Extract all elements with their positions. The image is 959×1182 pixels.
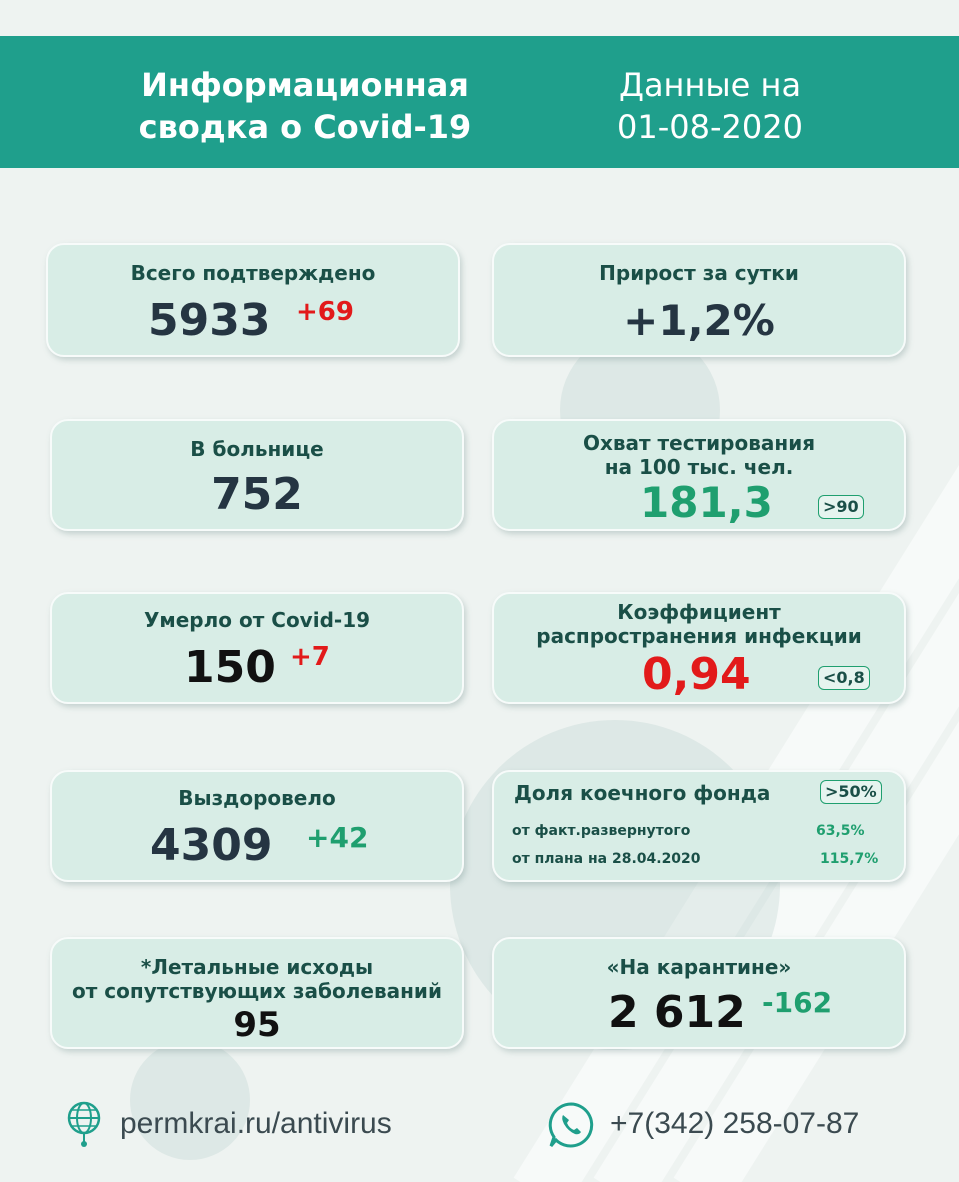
- card-label: Доля коечного фонда: [514, 781, 771, 805]
- header-banner: [0, 36, 959, 168]
- bed-share-threshold-badge: >50%: [820, 780, 882, 804]
- card-label-line2: от сопутствующих заболеваний: [72, 979, 442, 1003]
- bed-share-row-label: от факт.развернутого: [512, 823, 691, 839]
- card-label-line2: на 100 тыс. чел.: [604, 455, 794, 479]
- virus-decoration: [130, 1040, 250, 1160]
- card-daily-growth: [492, 243, 906, 357]
- page-title: Информационная сводка о Covid-19: [138, 66, 472, 146]
- daily-growth-value: +1,2%: [623, 296, 775, 345]
- total-confirmed-delta: +69: [296, 297, 354, 327]
- card-label: Всего подтверждено: [130, 261, 376, 285]
- card-label: «На карантине»: [606, 955, 792, 979]
- total-confirmed-value: 5933: [148, 295, 271, 346]
- recovered-delta: +42: [306, 821, 369, 854]
- card-comorbid-deaths: [50, 937, 464, 1049]
- card-label: Прирост за сутки: [599, 261, 799, 285]
- whatsapp-phone-icon: [546, 1100, 596, 1150]
- card-recovered: [50, 770, 464, 882]
- died-value: 150: [184, 642, 276, 693]
- card-label: В больнице: [190, 437, 324, 461]
- testing-coverage-value: 181,3: [640, 478, 773, 527]
- card-bed-share: [492, 770, 906, 882]
- card-spread-coefficient: [492, 592, 906, 704]
- spread-coefficient-value: 0,94: [642, 649, 751, 700]
- testing-threshold-badge: >90: [818, 495, 864, 519]
- card-label: Умерло от Covid-19: [143, 608, 371, 632]
- recovered-value: 4309: [150, 820, 273, 871]
- died-delta: +7: [290, 642, 330, 672]
- card-total-confirmed: [46, 243, 460, 357]
- quarantine-delta: -162: [762, 986, 833, 1019]
- card-label: Выздоровело: [178, 786, 336, 810]
- card-in-hospital: [50, 419, 464, 531]
- bed-share-row-value: 63,5%: [816, 823, 865, 839]
- card-label-line1: *Летальные исходы: [140, 955, 374, 979]
- quarantine-value: 2 612: [608, 987, 746, 1038]
- card-label-line1: Коэффициент: [617, 600, 781, 624]
- phone-number[interactable]: +7(342) 258-07-87: [610, 1107, 860, 1140]
- card-label-line1: Охват тестирования: [582, 431, 816, 455]
- card-label-line2: распространения инфекции: [536, 624, 862, 648]
- card-died: [50, 592, 464, 704]
- card-testing-coverage: [492, 419, 906, 531]
- card-quarantine: [492, 937, 906, 1049]
- website-link[interactable]: permkrai.ru/antivirus: [120, 1107, 392, 1140]
- spread-threshold-badge: <0,8: [818, 666, 870, 690]
- in-hospital-value: 752: [211, 469, 303, 520]
- bed-share-row-label: от плана на 28.04.2020: [512, 851, 701, 867]
- comorbid-deaths-value: 95: [233, 1005, 281, 1045]
- bed-share-row-value: 115,7%: [820, 851, 879, 867]
- globe-icon: [64, 1100, 104, 1148]
- report-date: Данные на 01-08-2020: [617, 66, 803, 146]
